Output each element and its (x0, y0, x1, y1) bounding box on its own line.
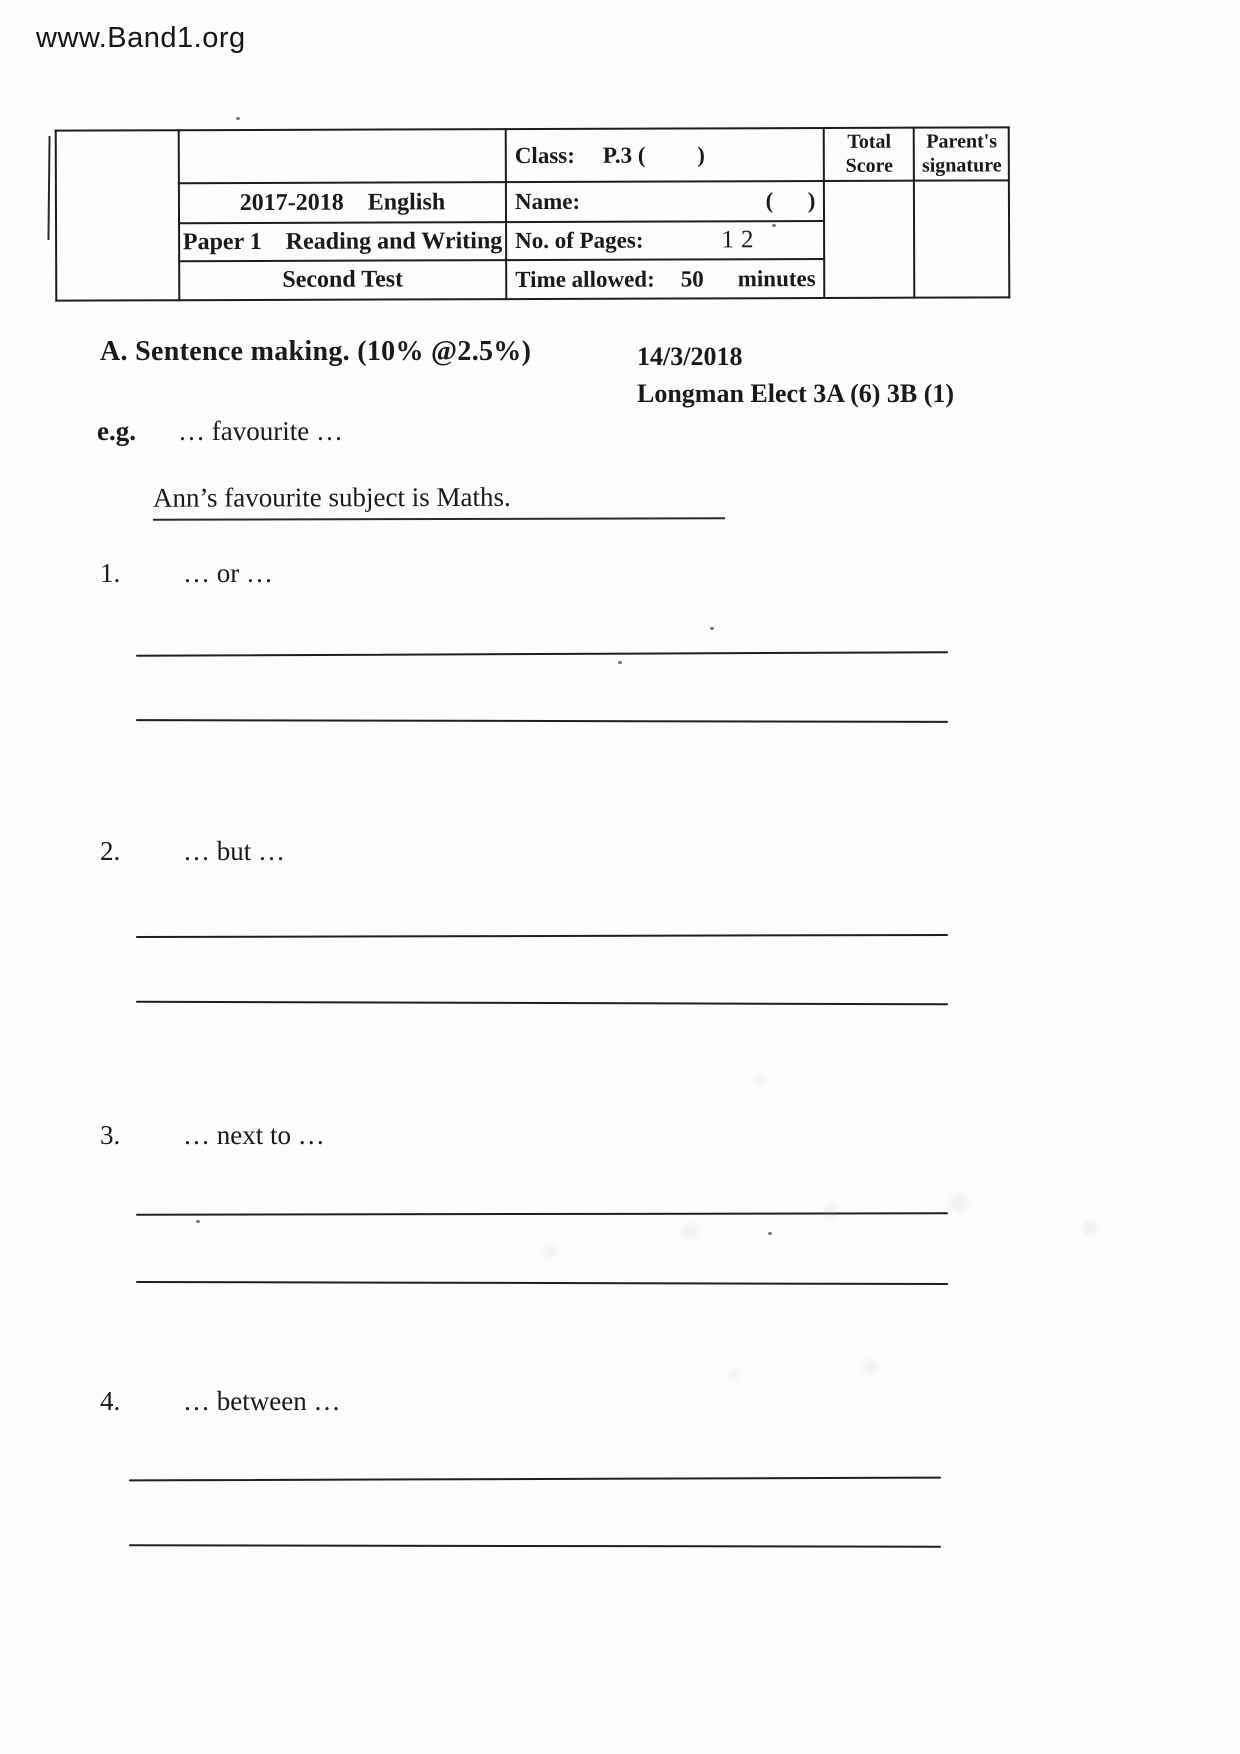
scan-speck (768, 1232, 772, 1235)
question-4-number: 4. (100, 1386, 121, 1416)
total-score-box (824, 181, 914, 298)
faint-diagonal-watermark (403, 823, 1238, 1657)
question-1-prompt: … or … (183, 558, 273, 588)
test-date: 14/3/2018 (637, 342, 743, 371)
test-name-cell: Second Test (179, 260, 506, 300)
example-answer-sentence: Ann’s favourite subject is Maths. (153, 481, 725, 520)
site-watermark: www.Band1.org (36, 22, 246, 54)
name-cell (506, 181, 825, 222)
question-3 (100, 1120, 325, 1151)
title-spacer-cell (179, 129, 506, 183)
question-2-prompt: … but … (183, 836, 286, 866)
question-1 (100, 558, 273, 589)
time-label: Time allowed: (515, 266, 655, 292)
scan-speck (236, 117, 240, 120)
parent-signature-header: Parent's signature (914, 127, 1009, 181)
class-value: P.3 ( ) (602, 141, 705, 168)
question-3-prompt: … next to … (183, 1120, 325, 1150)
scan-speck (618, 661, 622, 664)
question-4-prompt: … between … (183, 1386, 341, 1416)
name-label: Name: (514, 189, 581, 215)
question-3-number: 3. (100, 1120, 121, 1150)
class-label: Class: (514, 142, 575, 168)
answer-line-1a (136, 651, 948, 657)
name-class-number-brackets: ( ) (765, 188, 816, 214)
paper-title-cell: Paper 1 Reading and Writing (179, 222, 506, 261)
textbook-reference: Longman Elect 3A (6) 3B (1) (637, 379, 955, 408)
example-prompt: … favourite … (177, 416, 343, 446)
time-unit: minutes (737, 265, 816, 291)
scan-edge-artifact (47, 136, 50, 240)
question-4 (100, 1386, 340, 1417)
year-subject-cell: 2017-2018 English (179, 182, 506, 223)
scan-speck (196, 1220, 200, 1223)
exam-header-table (55, 126, 1011, 302)
question-2-number: 2. (100, 836, 121, 866)
answer-line-4a (129, 1477, 941, 1482)
answer-line-3b (136, 1281, 948, 1285)
time-allowed-cell (506, 259, 825, 299)
example-row (97, 416, 343, 447)
scan-speck (772, 224, 776, 227)
answer-line-2a (136, 934, 948, 938)
example-label: e.g. (97, 416, 136, 446)
question-2 (100, 836, 285, 867)
total-score-header: Total Score (824, 128, 914, 182)
school-logo-cell (56, 130, 180, 301)
date-textbook-block (637, 338, 954, 412)
pages-value: 12 (721, 226, 761, 254)
answer-line-4b (129, 1544, 941, 1547)
answer-line-2b (136, 1001, 948, 1006)
answer-line-3a (136, 1212, 948, 1215)
class-cell (506, 128, 825, 182)
time-value: 50 (680, 266, 704, 292)
pages-cell (506, 221, 825, 260)
parent-signature-box (914, 181, 1009, 298)
answer-line-1b (136, 719, 948, 723)
scan-speck (710, 627, 714, 630)
question-1-number: 1. (100, 558, 121, 588)
pages-label: No. of Pages: (515, 227, 644, 254)
section-a-heading: A. Sentence making. (10% @2.5%) (100, 336, 532, 367)
